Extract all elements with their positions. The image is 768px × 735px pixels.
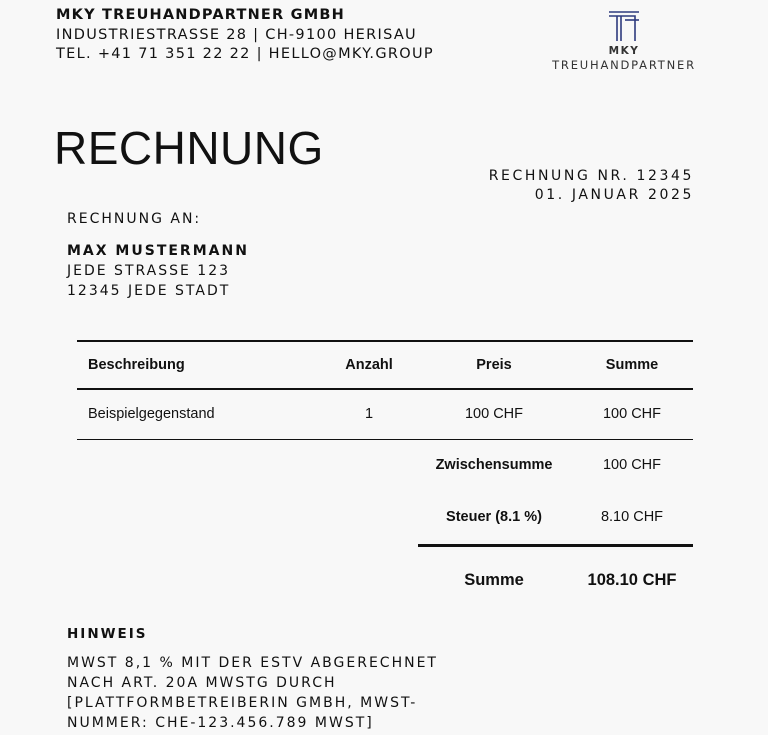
mky-logo-icon bbox=[608, 10, 640, 42]
invoice-number: RECHNUNG NR. 12345 bbox=[488, 168, 694, 184]
header-price: Preis bbox=[476, 357, 512, 373]
header-quantity: Anzahl bbox=[345, 357, 393, 373]
company-contact: TEL. +41 71 351 22 22 | HELLO@MKY.GROUP bbox=[56, 46, 434, 62]
note-text: MWST 8,1 % MIT DER ESTV ABGERECHNET NACH ART. 20A MWSTG DURCH [PLATTFORMBETREIBERIN GMBH, MWST-NUMMER: CHE-123.456.789 MWST] bbox=[67, 655, 438, 731]
company-logo bbox=[548, 10, 700, 72]
table-top-rule bbox=[77, 340, 693, 342]
table-row-rule bbox=[77, 439, 693, 440]
logo-subtitle: TREUHANDPARTNER bbox=[552, 58, 696, 72]
customer-street: JEDE STRASSE 123 bbox=[67, 263, 231, 279]
invoice-date: 01. JANUAR 2025 bbox=[534, 187, 694, 203]
subtotal-value: 100 CHF bbox=[602, 457, 662, 473]
tax-value: 8.10 CHF bbox=[600, 509, 664, 525]
row-price: 100 CHF bbox=[464, 406, 524, 422]
total-rule bbox=[418, 544, 693, 547]
row-quantity: 1 bbox=[364, 406, 374, 422]
logo-brand: MKY bbox=[608, 45, 640, 57]
customer-city: 12345 JEDE STADT bbox=[67, 283, 231, 299]
company-address: INDUSTRIESTRASSE 28 | CH-9100 HERISAU bbox=[56, 27, 417, 43]
total-label: Summe bbox=[464, 571, 524, 589]
invoice-title: RECHNUNG bbox=[54, 122, 324, 174]
tax-label: Steuer (8.1 %) bbox=[446, 509, 542, 525]
row-description: Beispielgegenstand bbox=[88, 406, 215, 422]
subtotal-label: Zwischensumme bbox=[435, 457, 553, 473]
header-sum: Summe bbox=[605, 357, 659, 373]
row-sum: 100 CHF bbox=[602, 406, 662, 422]
header-description: Beschreibung bbox=[88, 357, 185, 373]
bill-to-label: RECHNUNG AN: bbox=[67, 211, 202, 227]
table-header-rule bbox=[77, 388, 693, 390]
company-name: MKY TREUHANDPARTNER GMBH bbox=[56, 7, 345, 23]
total-value: 108.10 CHF bbox=[587, 571, 677, 589]
note-label: HINWEIS bbox=[67, 626, 148, 642]
customer-name: MAX MUSTERMANN bbox=[67, 243, 249, 259]
